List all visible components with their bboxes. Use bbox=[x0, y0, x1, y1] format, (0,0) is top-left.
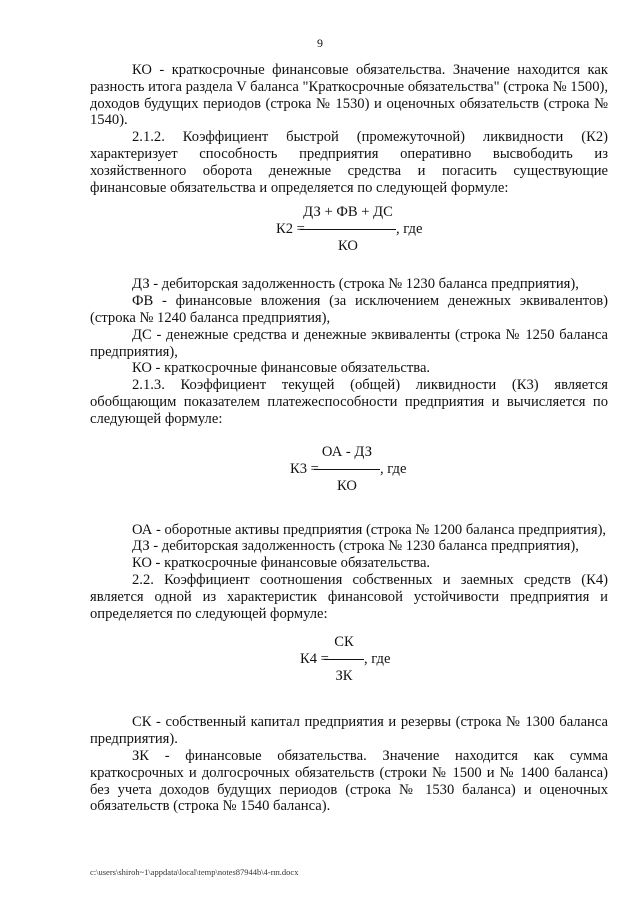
paragraph-ko-short: КО - краткосрочные финансовые обязательства. bbox=[132, 360, 431, 377]
formula-k2-fraction-line bbox=[300, 229, 396, 230]
formula-k3-denominator: КО bbox=[337, 477, 357, 494]
formula-k2-tail: , где bbox=[396, 221, 423, 238]
formula-k3-fraction-line bbox=[314, 469, 380, 470]
formula-k3 bbox=[90, 444, 608, 502]
paragraph-fv-definition: ФВ - финансовые вложения (за исключением денежных эквивалентов) (строка № 1240 баланса предприятия), bbox=[90, 293, 608, 326]
paragraph-dz-definition-2: ДЗ - дебиторская задолженность (строка № 1230 баланса предприятия), bbox=[132, 538, 579, 555]
formula-k3-numerator: ОА - ДЗ bbox=[321, 443, 373, 460]
document-body bbox=[90, 62, 608, 815]
formula-k3-lhs: К3 = bbox=[290, 460, 319, 477]
paragraph-k4-intro: 2.2. Коэффициент соотношения собственных и заемных средств (К4) является одной из характеристик финансовой устойчивости предприятия и определяется по следующей формуле: bbox=[90, 571, 608, 622]
formula-k3-tail: , где bbox=[380, 460, 407, 477]
formula-k2 bbox=[90, 204, 608, 262]
paragraph-ko-short-2: КО - краткосрочные финансовые обязательства. bbox=[132, 555, 431, 572]
formula-k2-numerator: ДЗ + ФВ + ДС bbox=[303, 204, 393, 221]
formula-k2-lhs: К2 = bbox=[276, 221, 305, 238]
paragraph-sk-definition: СК - собственный капитал предприятия и резервы (строка № 1300 баланса предприятия). bbox=[90, 714, 608, 748]
footer-file-path: c:\users\shiroh~1\appdata\local\temp\notes87944b\4-пп.docx bbox=[90, 867, 299, 877]
paragraph-ds-definition: ДС - денежные средства и денежные эквиваленты (строка № 1250 баланса предприятия), bbox=[90, 326, 608, 360]
formula-k2-denominator: КО bbox=[338, 238, 358, 255]
paragraph-ko-definition: КО - краткосрочные финансовые обязательства. Значение находится как разность итога раздела V баланса "Краткосрочные обязательства" (строка № 1500), доходов будущих периодов (строка № 1530) и оценочных обязательств (строка № 1540). bbox=[90, 62, 608, 129]
formula-k4-lhs: К4 = bbox=[300, 651, 329, 668]
paragraph-zk-definition: ЗК - финансовые обязательства. Значение находится как сумма краткосрочных и долгосрочных обязательств (строки № 1500 и № 1400 баланса) без учета доходов будущих периодов (строка № 1530 баланса) и оценочных обязательств (строка № 1540 баланса). bbox=[90, 747, 608, 815]
formula-k4-tail: , где bbox=[364, 651, 391, 668]
paragraph-k3-intro: 2.1.3. Коэффициент текущей (общей) ликвидности (К3) является обобщающим показателем платежеспособности предприятия и вычисляется по следующей формуле: bbox=[90, 377, 608, 427]
paragraph-dz-definition: ДЗ - дебиторская задолженность (строка № 1230 баланса предприятия), bbox=[132, 276, 579, 293]
paragraph-k2-intro: 2.1.2. Коэффициент быстрой (промежуточной) ликвидности (К2) характеризует способность предприятия оперативно высвободить из хозяйственного оборота денежные средства и погасить существующие финансовые обязательства и определяется по следующей формуле: bbox=[90, 129, 608, 196]
formula-k4 bbox=[90, 634, 608, 692]
paragraph-oa-definition: ОА - оборотные активы предприятия (строка № 1200 баланса предприятия), bbox=[132, 521, 607, 538]
formula-k4-denominator: ЗК bbox=[335, 668, 353, 685]
formula-k4-numerator: СК bbox=[334, 634, 354, 651]
formula-k4-fraction-line bbox=[324, 659, 364, 660]
page-number: 9 bbox=[317, 36, 323, 50]
